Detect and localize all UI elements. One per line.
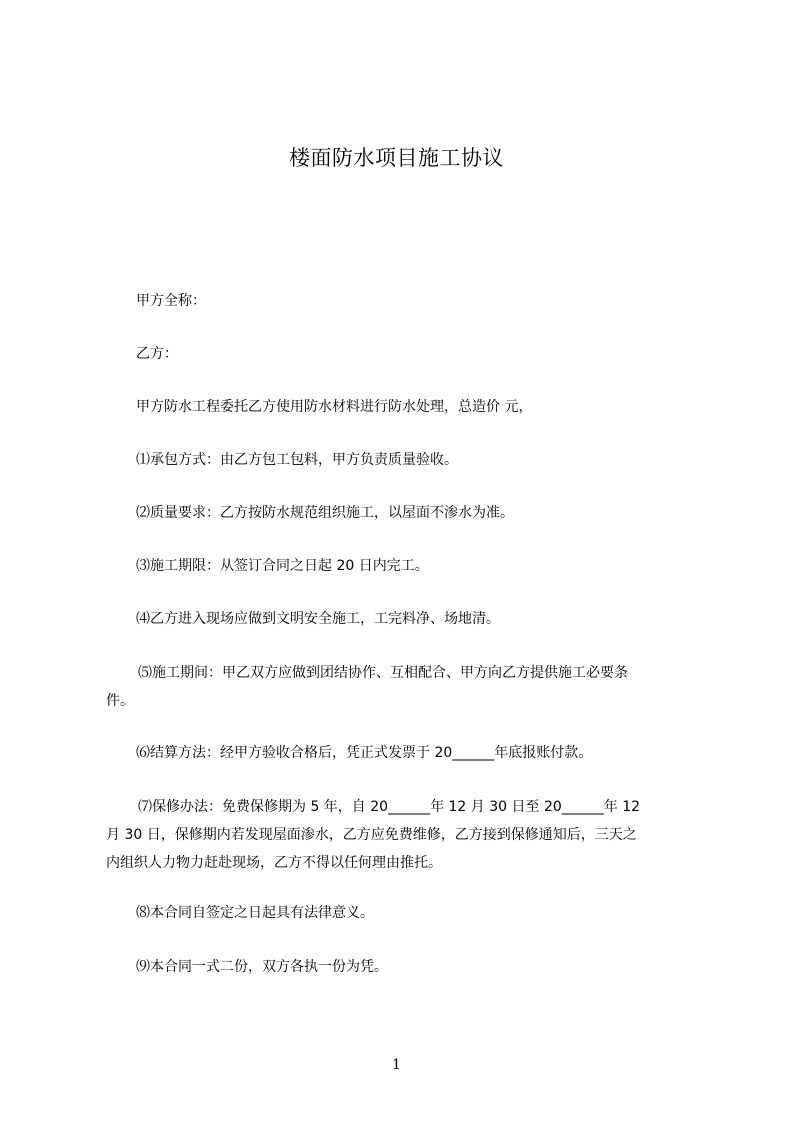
document-title: 楼面防水项目施工协议 (289, 146, 504, 170)
clause-6: ⑹结算方法：经甲方验收合格后，凭正式发票于 20______年底报账付款。 (136, 745, 593, 761)
clause-7-line-1: ⑺保修办法：免费保修期为 5 年，自 20______年 12 月 30 日至 20______年 12 (138, 799, 641, 815)
clause-5-line-1: ⑸施工期间：甲乙双方应做到团结协作、互相配合、甲方向乙方提供施工必要条 (138, 665, 628, 681)
clause-4: ⑷乙方进入现场应做到文明安全施工，工完料净、场地清。 (136, 611, 500, 627)
clause-7-line-2: 月 30 日，保修期内若发现屋面渗水，乙方应免费维修，乙方接到保修通知后，三天之 (106, 827, 637, 843)
clause-2: ⑵质量要求：乙方按防水规范组织施工，以屋面不渗水为准。 (136, 505, 514, 521)
clause-5 (106, 659, 628, 715)
clause-8: ⑻本合同自签定之日起具有法律意义。 (136, 905, 374, 921)
party-b-label: 乙方： (136, 346, 178, 362)
clause-5-line-2: 件。 (106, 693, 134, 709)
clause-9: ⑼本合同一式二份，双方各执一份为凭。 (136, 959, 388, 975)
clause-7 (106, 793, 640, 877)
page-number: 1 (392, 1057, 401, 1073)
intro-paragraph: 甲方防水工程委托乙方使用防水材料进行防水处理，总造价 元， (136, 399, 533, 415)
party-a-label: 甲方全称： (136, 293, 206, 309)
clause-7-line-3: 内组织人力物力赶赴现场，乙方不得以任何理由推托。 (106, 855, 442, 871)
clause-3: ⑶施工期限：从签订合同之日起 20 日内完工。 (136, 558, 429, 574)
clause-1: ⑴承包方式：由乙方包工包料，甲方负责质量验收。 (136, 452, 458, 468)
